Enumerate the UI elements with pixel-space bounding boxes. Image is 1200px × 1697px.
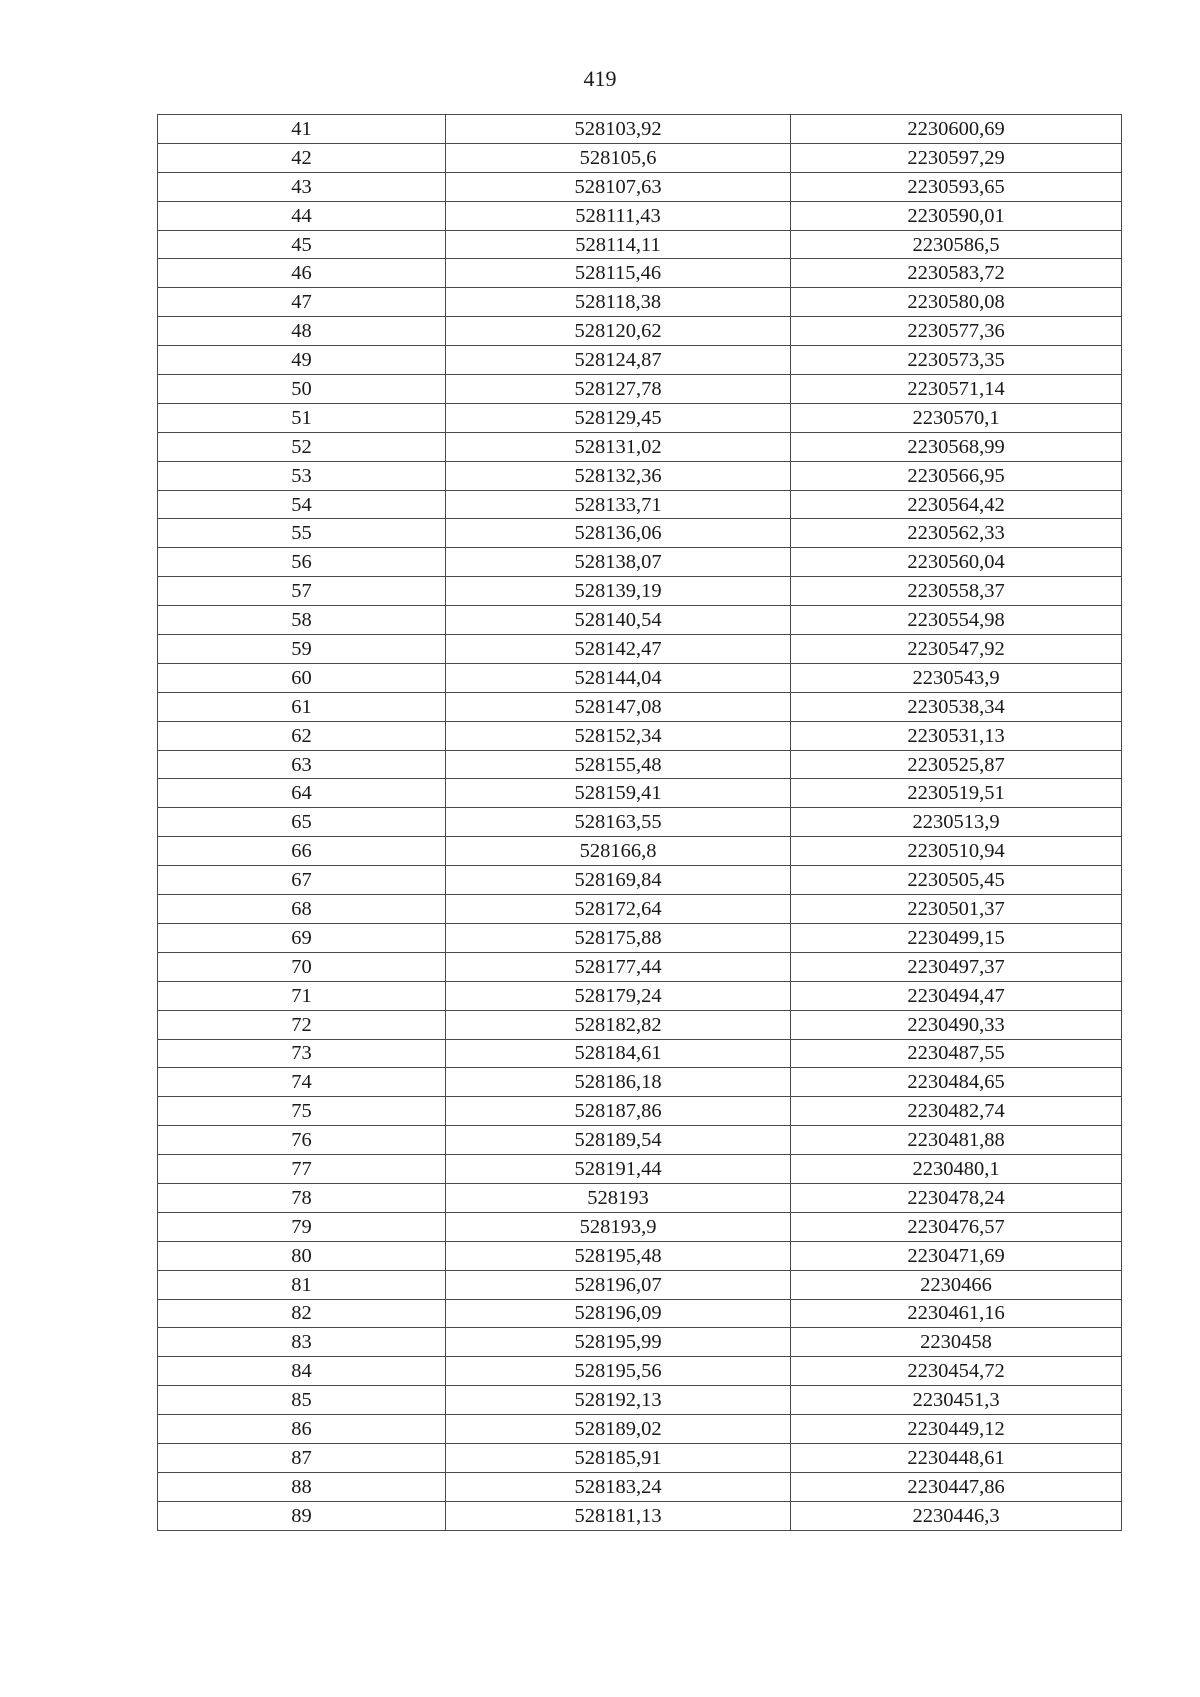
y-coordinate-cell: 2230481,88 [791,1126,1122,1155]
x-coordinate-cell: 528196,07 [446,1270,791,1299]
y-coordinate-cell: 2230568,99 [791,432,1122,461]
y-coordinate-cell: 2230547,92 [791,635,1122,664]
point-number-cell: 61 [158,692,446,721]
point-number-cell: 47 [158,288,446,317]
table-row [158,548,1122,577]
point-number-cell: 77 [158,1155,446,1184]
point-number-cell: 48 [158,317,446,346]
y-coordinate-cell: 2230600,69 [791,115,1122,144]
y-coordinate-cell: 2230449,12 [791,1415,1122,1444]
x-coordinate-cell: 528191,44 [446,1155,791,1184]
table-row [158,895,1122,924]
point-number-cell: 44 [158,201,446,230]
x-coordinate-cell: 528152,34 [446,721,791,750]
table-row [158,201,1122,230]
x-coordinate-cell: 528115,46 [446,259,791,288]
y-coordinate-cell: 2230499,15 [791,923,1122,952]
y-coordinate-cell: 2230487,55 [791,1039,1122,1068]
table-row [158,115,1122,144]
y-coordinate-cell: 2230566,95 [791,461,1122,490]
y-coordinate-cell: 2230583,72 [791,259,1122,288]
x-coordinate-cell: 528136,06 [446,519,791,548]
page-number: 419 [583,66,617,91]
y-coordinate-cell: 2230519,51 [791,779,1122,808]
x-coordinate-cell: 528105,6 [446,143,791,172]
point-number-cell: 86 [158,1415,446,1444]
y-coordinate-cell: 2230558,37 [791,577,1122,606]
point-number-cell: 83 [158,1328,446,1357]
table-row [158,519,1122,548]
table-row [158,490,1122,519]
table-row [158,1299,1122,1328]
x-coordinate-cell: 528187,86 [446,1097,791,1126]
table-row [158,1097,1122,1126]
y-coordinate-cell: 2230501,37 [791,895,1122,924]
table-row [158,375,1122,404]
y-coordinate-cell: 2230461,16 [791,1299,1122,1328]
point-number-cell: 84 [158,1357,446,1386]
y-coordinate-cell: 2230471,69 [791,1241,1122,1270]
x-coordinate-cell: 528175,88 [446,923,791,952]
table-row [158,952,1122,981]
y-coordinate-cell: 2230538,34 [791,692,1122,721]
x-coordinate-cell: 528140,54 [446,606,791,635]
x-coordinate-cell: 528193,9 [446,1212,791,1241]
x-coordinate-cell: 528144,04 [446,663,791,692]
table-row [158,1357,1122,1386]
table-row [158,230,1122,259]
point-number-cell: 78 [158,1183,446,1212]
y-coordinate-cell: 2230564,42 [791,490,1122,519]
y-coordinate-cell: 2230476,57 [791,1212,1122,1241]
x-coordinate-cell: 528186,18 [446,1068,791,1097]
x-coordinate-cell: 528111,43 [446,201,791,230]
y-coordinate-cell: 2230451,3 [791,1386,1122,1415]
x-coordinate-cell: 528182,82 [446,1010,791,1039]
y-coordinate-cell: 2230494,47 [791,981,1122,1010]
table-row [158,259,1122,288]
point-number-cell: 79 [158,1212,446,1241]
table-row [158,1415,1122,1444]
table-row [158,1010,1122,1039]
table-row [158,432,1122,461]
x-coordinate-cell: 528192,13 [446,1386,791,1415]
table-row [158,577,1122,606]
y-coordinate-cell: 2230484,65 [791,1068,1122,1097]
y-coordinate-cell: 2230562,33 [791,519,1122,548]
point-number-cell: 52 [158,432,446,461]
point-number-cell: 73 [158,1039,446,1068]
point-number-cell: 68 [158,895,446,924]
x-coordinate-cell: 528163,55 [446,808,791,837]
x-coordinate-cell: 528132,36 [446,461,791,490]
y-coordinate-cell: 2230458 [791,1328,1122,1357]
y-coordinate-cell: 2230590,01 [791,201,1122,230]
table-row [158,172,1122,201]
table-row [158,1270,1122,1299]
point-number-cell: 64 [158,779,446,808]
y-coordinate-cell: 2230554,98 [791,606,1122,635]
x-coordinate-cell: 528159,41 [446,779,791,808]
table-row [158,1328,1122,1357]
y-coordinate-cell: 2230573,35 [791,346,1122,375]
point-number-cell: 80 [158,1241,446,1270]
y-coordinate-cell: 2230454,72 [791,1357,1122,1386]
table-row [158,635,1122,664]
x-coordinate-cell: 528183,24 [446,1472,791,1501]
x-coordinate-cell: 528177,44 [446,952,791,981]
point-number-cell: 41 [158,115,446,144]
point-number-cell: 49 [158,346,446,375]
point-number-cell: 89 [158,1501,446,1530]
y-coordinate-cell: 2230560,04 [791,548,1122,577]
x-coordinate-cell: 528193 [446,1183,791,1212]
table-row [158,403,1122,432]
x-coordinate-cell: 528107,63 [446,172,791,201]
table-row [158,606,1122,635]
x-coordinate-cell: 528120,62 [446,317,791,346]
x-coordinate-cell: 528195,99 [446,1328,791,1357]
coordinates-table [157,114,1122,1531]
y-coordinate-cell: 2230525,87 [791,750,1122,779]
y-coordinate-cell: 2230466 [791,1270,1122,1299]
x-coordinate-cell: 528196,09 [446,1299,791,1328]
x-coordinate-cell: 528131,02 [446,432,791,461]
table-row [158,1212,1122,1241]
x-coordinate-cell: 528184,61 [446,1039,791,1068]
y-coordinate-cell: 2230482,74 [791,1097,1122,1126]
x-coordinate-cell: 528181,13 [446,1501,791,1530]
x-coordinate-cell: 528118,38 [446,288,791,317]
table-row [158,1241,1122,1270]
x-coordinate-cell: 528127,78 [446,375,791,404]
y-coordinate-cell: 2230497,37 [791,952,1122,981]
y-coordinate-cell: 2230510,94 [791,837,1122,866]
point-number-cell: 74 [158,1068,446,1097]
table-row [158,317,1122,346]
point-number-cell: 75 [158,1097,446,1126]
x-coordinate-cell: 528189,02 [446,1415,791,1444]
table-row [158,1501,1122,1530]
x-coordinate-cell: 528195,56 [446,1357,791,1386]
point-number-cell: 72 [158,1010,446,1039]
y-coordinate-cell: 2230490,33 [791,1010,1122,1039]
table-row [158,721,1122,750]
table-row [158,1155,1122,1184]
table-row [158,1126,1122,1155]
point-number-cell: 57 [158,577,446,606]
y-coordinate-cell: 2230586,5 [791,230,1122,259]
point-number-cell: 46 [158,259,446,288]
point-number-cell: 58 [158,606,446,635]
y-coordinate-cell: 2230478,24 [791,1183,1122,1212]
table-row [158,750,1122,779]
point-number-cell: 65 [158,808,446,837]
y-coordinate-cell: 2230580,08 [791,288,1122,317]
y-coordinate-cell: 2230571,14 [791,375,1122,404]
y-coordinate-cell: 2230446,3 [791,1501,1122,1530]
point-number-cell: 45 [158,230,446,259]
point-number-cell: 76 [158,1126,446,1155]
table-row [158,288,1122,317]
point-number-cell: 70 [158,952,446,981]
point-number-cell: 53 [158,461,446,490]
table-row [158,981,1122,1010]
y-coordinate-cell: 2230593,65 [791,172,1122,201]
x-coordinate-cell: 528195,48 [446,1241,791,1270]
table-row [158,866,1122,895]
y-coordinate-cell: 2230597,29 [791,143,1122,172]
table-row [158,1386,1122,1415]
x-coordinate-cell: 528169,84 [446,866,791,895]
table-row [158,143,1122,172]
point-number-cell: 87 [158,1443,446,1472]
point-number-cell: 67 [158,866,446,895]
point-number-cell: 50 [158,375,446,404]
x-coordinate-cell: 528114,11 [446,230,791,259]
x-coordinate-cell: 528124,87 [446,346,791,375]
table-row [158,837,1122,866]
point-number-cell: 55 [158,519,446,548]
point-number-cell: 56 [158,548,446,577]
point-number-cell: 88 [158,1472,446,1501]
point-number-cell: 42 [158,143,446,172]
table-row [158,346,1122,375]
table-row [158,1183,1122,1212]
y-coordinate-cell: 2230480,1 [791,1155,1122,1184]
x-coordinate-cell: 528166,8 [446,837,791,866]
table-row [158,1472,1122,1501]
point-number-cell: 54 [158,490,446,519]
x-coordinate-cell: 528138,07 [446,548,791,577]
table-row [158,808,1122,837]
x-coordinate-cell: 528172,64 [446,895,791,924]
x-coordinate-cell: 528147,08 [446,692,791,721]
table-row [158,779,1122,808]
point-number-cell: 66 [158,837,446,866]
table-row [158,1443,1122,1472]
y-coordinate-cell: 2230577,36 [791,317,1122,346]
x-coordinate-cell: 528179,24 [446,981,791,1010]
point-number-cell: 71 [158,981,446,1010]
point-number-cell: 85 [158,1386,446,1415]
table-row [158,923,1122,952]
point-number-cell: 82 [158,1299,446,1328]
x-coordinate-cell: 528155,48 [446,750,791,779]
point-number-cell: 59 [158,635,446,664]
x-coordinate-cell: 528142,47 [446,635,791,664]
table-row [158,692,1122,721]
point-number-cell: 62 [158,721,446,750]
table-row [158,1068,1122,1097]
y-coordinate-cell: 2230505,45 [791,866,1122,895]
y-coordinate-cell: 2230447,86 [791,1472,1122,1501]
point-number-cell: 60 [158,663,446,692]
point-number-cell: 81 [158,1270,446,1299]
coordinates-table-body [158,115,1122,1531]
point-number-cell: 51 [158,403,446,432]
y-coordinate-cell: 2230570,1 [791,403,1122,432]
table-row [158,461,1122,490]
point-number-cell: 43 [158,172,446,201]
x-coordinate-cell: 528189,54 [446,1126,791,1155]
point-number-cell: 69 [158,923,446,952]
x-coordinate-cell: 528129,45 [446,403,791,432]
point-number-cell: 63 [158,750,446,779]
y-coordinate-cell: 2230513,9 [791,808,1122,837]
y-coordinate-cell: 2230531,13 [791,721,1122,750]
y-coordinate-cell: 2230448,61 [791,1443,1122,1472]
x-coordinate-cell: 528139,19 [446,577,791,606]
table-row [158,1039,1122,1068]
x-coordinate-cell: 528103,92 [446,115,791,144]
x-coordinate-cell: 528185,91 [446,1443,791,1472]
x-coordinate-cell: 528133,71 [446,490,791,519]
table-row [158,663,1122,692]
y-coordinate-cell: 2230543,9 [791,663,1122,692]
